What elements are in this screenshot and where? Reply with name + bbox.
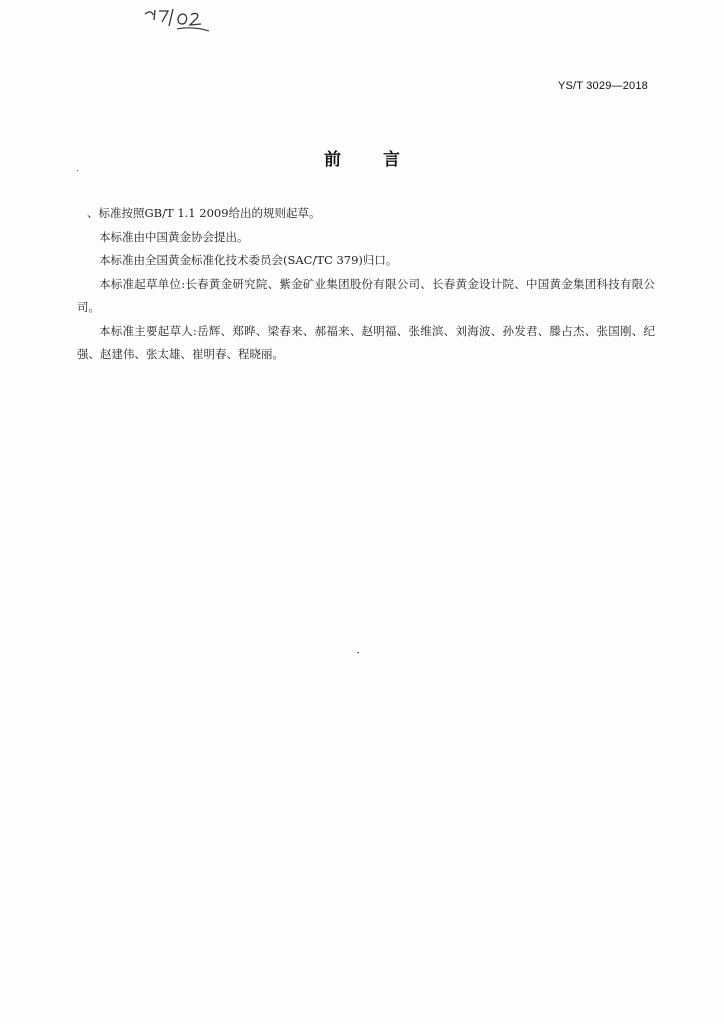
paragraph-drafting-units: 本标准起草单位:长春黄金研究院、紫金矿业集团股份有限公司、长春黄金设计院、中国黄金集团科技有限公司。	[77, 276, 655, 314]
handwritten-annotation	[143, 6, 213, 34]
paragraph-centralized-by: 本标准由全国黄金标准化技术委员会(SAC/TC 379)归口。	[99, 253, 398, 267]
standard-code: YS/T 3029—2018	[557, 80, 648, 92]
page-title: 前言	[324, 150, 442, 170]
scan-speck	[357, 652, 359, 653]
scan-speck	[77, 170, 78, 171]
paragraph-drafting-rule: 、标准按照GB/T 1.1 2009给出的规则起草。	[87, 206, 321, 220]
paragraph-proposed-by: 本标准由中国黄金协会提出。	[99, 229, 249, 244]
foreword-body	[77, 202, 655, 367]
paragraph-drafters: 本标准主要起草人:岳辉、郑晔、梁春来、郝福来、赵明福、张维滨、刘海波、孙发君、滕占杰、张国刚、纪强、赵建伟、张太雄、崔明春、程晓丽。	[77, 323, 655, 361]
